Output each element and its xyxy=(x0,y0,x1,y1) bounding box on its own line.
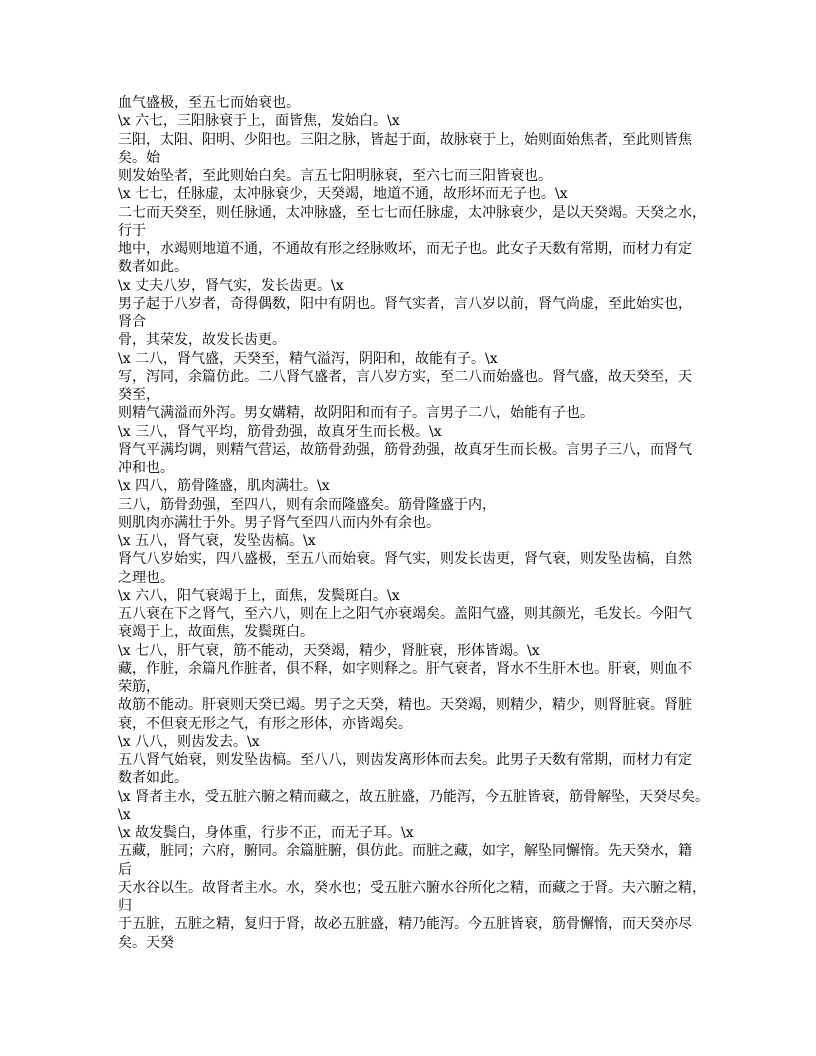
text-line: \x 七七，任脉虚，太冲脉衰少，天癸竭，地道不通，故形坏而无子也。\x xyxy=(118,186,568,203)
text-line: 天水谷以生。故肾者主水。水，癸水也；受五脏六腑水谷所化之精，而藏之于肾。夫六腑之精， xyxy=(118,879,706,896)
text-line: 五藏，脏同；六府，腑同。余篇脏腑，俱仿此。而脏之藏，如字，解坠同懈惰。先天癸水，籍 xyxy=(118,843,692,860)
text-line: 二七而天癸至，则任脉通，太冲脉盛，至七七而任脉虚，太冲脉衰少，是以天癸竭。天癸之水， xyxy=(118,204,706,221)
text-line: 故筋不能动。肝衰则天癸已竭。男子之天癸，精也。天癸竭，则精少，精少，则肾脏衰。肾脏 xyxy=(118,697,692,714)
text-line: 矣。天癸 xyxy=(118,934,174,951)
text-line: 写，泻同，余篇仿此。二八肾气盛者，言八岁方实，至二八而始盛也。肾气盛，故天癸至，天 xyxy=(118,368,692,385)
text-line: 骨，其荣发，故发长齿更。 xyxy=(118,332,286,349)
text-line: 藏，作脏，余篇凡作脏者，俱不释，如字则释之。肝气衰者，肾水不生肝木也。肝衰，则血不 xyxy=(118,660,692,677)
text-line: \x 八八，则齿发去。\x xyxy=(118,733,260,750)
text-line: 男子起于八岁者，奇得偶数，阳中有阴也。肾气实者，言八岁以前，肾气尚虚，至此始实也， xyxy=(118,295,692,312)
text-line: 肾合 xyxy=(118,314,146,330)
text-line: \x 六八，阳气衰竭于上，面焦，发鬓斑白。\x xyxy=(118,587,400,604)
text-line: 后 xyxy=(118,861,132,878)
text-line: \x 丈夫八岁，肾气实，发长齿更。\x xyxy=(118,277,344,294)
text-line: 五八肾气始衰，则发坠齿槁。至八八，则齿发离形体而去矣。此男子天数有常期，而材力有定 xyxy=(118,752,692,768)
text-line: \x 四八，筋骨隆盛，肌肉满壮。\x xyxy=(118,478,330,495)
text-line: \x 二八，肾气盛，天癸至，精气溢泻，阴阳和，故能有子。\x xyxy=(118,350,498,367)
text-line: \x 七八，肝气衰，筋不能动，天癸竭，精少，肾脏衰，形体皆竭。\x xyxy=(118,642,540,659)
text-line: 行于 xyxy=(118,222,146,239)
text-line: 数者如此。 xyxy=(118,259,188,276)
text-line: 衰，不但衰无形之气，有形之形体，亦皆竭矣。 xyxy=(118,715,412,732)
text-line: 则肌肉亦满壮于外。男子肾气至四八而内外有余也。 xyxy=(118,514,440,531)
text-line: 肾气平满均调，则精气营运，故筋骨劲强，筋骨劲强，故真牙生而长极。言男子三八，而肾气 xyxy=(118,441,692,458)
text-line: 之理也。 xyxy=(118,569,174,586)
text-line: 荣筋， xyxy=(118,679,160,695)
text-line: \x 三八，肾气平均，筋骨劲强，故真牙生而长极。\x xyxy=(118,423,442,440)
text-line: 血气盛极，至五七而始衰也。 xyxy=(118,95,300,111)
text-line: \x xyxy=(118,806,131,823)
text-line: \x 肾者主水，受五脏六腑之精而藏之，故五脏盛，乃能泻，今五脏皆衰，筋骨解坠，天癸尽矣。 xyxy=(118,788,710,805)
text-line: \x 五八，肾气衰，发坠齿槁。\x xyxy=(118,533,316,549)
text-line: 三八，筋骨劲强，至四八，则有余而隆盛矣。筋骨隆盛于内， xyxy=(118,496,496,513)
text-line: 肾气八岁始实，四八盛极，至五八而始衰。肾气实，则发长齿更，肾气衰，则发坠齿槁，自然 xyxy=(118,551,692,568)
text-line: 癸至， xyxy=(118,387,160,403)
text-line: 衰竭于上，故面焦，发鬓斑白。 xyxy=(118,624,314,641)
text-line: 五八衰在下之肾气，至六八，则在上之阳气亦衰竭矣。盖阳气盛，则其颜光，毛发长。今阳气 xyxy=(118,606,692,622)
document-body xyxy=(118,94,718,952)
text-line: 冲和也。 xyxy=(118,460,174,476)
text-line: 三阳，太阳、阳明、少阳也。三阳之脉，皆起于面，故脉衰于上，始则面始焦者，至此则皆焦 xyxy=(118,131,692,148)
text-line: 归 xyxy=(118,898,132,914)
text-line: 地中，水竭则地道不通，不通故有形之经脉败坏，而无子也。此女子天数有常期，而材力有定 xyxy=(118,241,692,257)
text-line: \x 六七，三阳脉衰于上，面皆焦，发始白。\x xyxy=(118,113,400,130)
text-line: \x 故发鬓白，身体重，行步不正，而无子耳。\x xyxy=(118,825,414,841)
text-line: 则发始坠者，至此则始白矣。言五七阳明脉衰，至六七而三阳皆衰也。 xyxy=(118,168,552,184)
text-line: 则精气满溢而外泻。男女媾精，故阴阳和而有子。言男子二八，始能有子也。 xyxy=(118,405,594,422)
text-line: 于五脏，五脏之精，复归于肾，故必五脏盛，精乃能泻。今五脏皆衰，筋骨懈惰，而天癸亦尽 xyxy=(118,916,692,933)
text-line: 数者如此。 xyxy=(118,770,188,787)
text-line: 矣。始 xyxy=(118,149,160,166)
